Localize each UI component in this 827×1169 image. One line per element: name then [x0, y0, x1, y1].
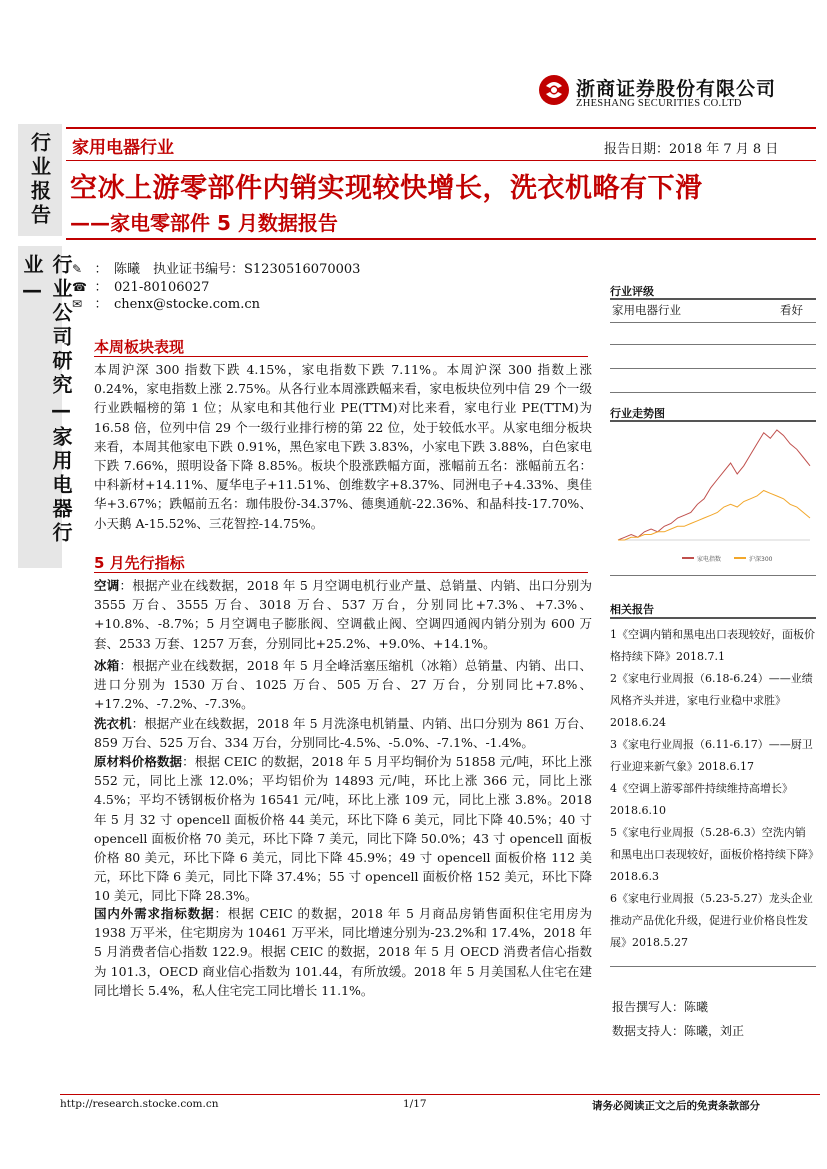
related-report-item[interactable]: 5《家电行业周报（5.28-6.3）空洗内销和黑电出口表现较好，面板价格持续下降》2018.6.3: [610, 826, 814, 883]
company-name-cn: 浙商证券股份有限公司: [576, 78, 777, 100]
company-name-en: ZHESHANG SECURITIES CO.LTD: [576, 98, 742, 109]
category-label: 行业公司研究—家用电器行业—: [20, 254, 73, 546]
company-logo-icon: [538, 74, 570, 106]
email-address[interactable]: chenx@stocke.com.cn: [114, 297, 260, 312]
report-date: 报告日期：2018 年 7 月 8 日: [604, 142, 779, 157]
related-report-item[interactable]: 4《空调上游零部件持续维持高增长》2018.6.10: [610, 782, 793, 817]
mail-icon: ✉: [72, 297, 83, 311]
footer-rule: [60, 1094, 820, 1095]
fridge-text: ：根据产业在线数据，2018 年 5 月全峰活塞压缩机（冰箱）总销量、内销、出口、进口分别为 1530 万台、1025 万台、505 万台、27 万台，分别同比+7.8%、+17.2%、-7.2%、-7.3%。: [94, 658, 592, 712]
report-writer: 报告撰写人：陈曦: [612, 1000, 709, 1014]
related-report-item[interactable]: 2《家电行业周报（6.18-6.24）——业绩风格齐头并进，家电行业稳中求胜》2018.6.24: [610, 672, 813, 729]
washer-paragraph: [94, 714, 592, 752]
legend-label: 家电指数: [697, 556, 722, 563]
washer-text: ：根据产业在线数据，2018 年 5 月洗涤电机销量、内销、出口分别为 861 万台、859 万台、525 万台、334 万台，分别同比-4.5%、-5.0%、-7.1%、-1.4%。: [94, 716, 592, 751]
phone-line: ☎ ： 021-80106027: [72, 280, 210, 295]
title-rule: [66, 238, 816, 240]
related-report-item[interactable]: 6《家电行业周报（5.23-5.27）龙头企业推动产品优化升级，促进行业价格良性发展》2018.5.27: [610, 892, 813, 949]
trend-bottom-rule: [610, 575, 816, 576]
weekly-section-rule: [94, 356, 588, 357]
rating-title: 行业评级: [610, 285, 654, 298]
series-line-1: [618, 430, 810, 540]
industry-label: 家用电器行业: [72, 138, 174, 158]
related-report-item[interactable]: 1《空调内销和黑电出口表现较好，面板价格持续下降》2018.7.1: [610, 628, 815, 663]
page-number: 1/17: [403, 1098, 427, 1110]
rating-rule-3: [610, 368, 816, 369]
analyst-line: ✎ ： 陈曦 执业证书编号：S1230516070003: [72, 262, 361, 277]
fridge-paragraph: [94, 656, 592, 714]
pen-icon: ✎: [72, 262, 83, 276]
disclaimer-note: 请务必阅读正文之后的免责条款部分: [592, 1100, 760, 1112]
raw-material-paragraph: [94, 752, 592, 906]
leading-section-rule: [94, 572, 588, 573]
raw-material-text: ：根据 CEIC 的数据，2018 年 5 月平均铜价为 51858 元/吨，环比上涨 552 元，同比上涨 12.0%；平均铝价为 14893 元/吨，环比上涨 366 元，同比上涨 4.5%；平均不锈钢板价格为 16541 元/吨，环比上涨 109 元，同比上涨 3.8%。2018 年 5 月 32 寸 opencell 面板价格 44 美元，环比下降 6 美元，同比下降 40.5%；40 寸 opencell 面板价格 70 美元，环比下降 7 美元，同比下降 50.0%；43 寸 opencell 面板价格 80 美元，环比下降 6 美元，同比下降 45.9%；49 寸 opencell 面板价格 112 美元，环比下降 6 美元，同比下降 37.4%；55 寸 opencell 面板价格 152 美元，环比下降 10 美元，同比下降 28.3%。: [94, 754, 592, 904]
demand-text: ：根据 CEIC 的数据，2018 年 5 月商品房销售面积住宅用房为 1938 万平米，住宅期房为 10461 万平米，同比增速分别为-23.2%和 17.4%，2018 年 5 月消费者信心指数 122.9。根据 CEIC 的数据，2018 年 5 月 OECD 消费者信心指数为 101.3，OECD 商业信心指数为 101.44，有所放缓。2018 年 5 月美国私人住宅在建同比增长 5.4%，私人住宅完工同比增长 11.1%。: [94, 906, 592, 998]
analyst-info: 陈曦 执业证书编号：S1230516070003: [114, 262, 361, 277]
report-subtitle: ——家电零部件 5 月数据报告: [70, 211, 338, 235]
ac-paragraph: [94, 576, 592, 653]
phone-icon: ☎: [72, 280, 87, 294]
related-report-item[interactable]: 3《家电行业周报（6.11-6.17）——厨卫行业迎来新气象》2018.6.17: [610, 738, 813, 773]
report-type-tab: [18, 124, 62, 236]
series-line-2: [618, 491, 810, 541]
reports-bottom-rule: [610, 966, 816, 967]
rating-rule-2: [610, 344, 816, 345]
related-reports-list: [610, 624, 816, 954]
data-supporter: 数据支持人：陈曦，刘正: [612, 1024, 745, 1038]
leading-section-title: 5 月先行指标: [94, 554, 185, 572]
rating-industry: 家用电器行业: [612, 303, 681, 317]
header-divider: [66, 160, 816, 161]
email-line: ✉ ： chenx@stocke.com.cn: [72, 297, 260, 312]
header-rule: [66, 127, 816, 129]
rating-rule-1: [610, 322, 816, 323]
demand-label: 国内外需求指标数据: [94, 906, 215, 921]
fridge-label: 冰箱: [94, 658, 120, 673]
report-type-label: 行业报告: [27, 132, 52, 228]
ac-label: 空调: [94, 578, 120, 593]
related-title: 相关报告: [610, 603, 654, 616]
raw-material-label: 原材料价格数据: [94, 754, 183, 769]
legend-label: 沪深300: [749, 556, 773, 563]
trend-top-rule: [610, 420, 816, 422]
demand-paragraph: [94, 904, 592, 1000]
report-title: 空冰上游零部件内销实现较快增长，洗衣机略有下滑: [70, 173, 703, 204]
weekly-section-title: 本周板块表现: [94, 338, 185, 356]
ac-text: ：根据产业在线数据，2018 年 5 月空调电机行业产量、总销量、内销、出口分别为 3555 万台、3555 万台、3018 万台、537 万台，分别同比+7.3%、+7.3%、+10.8%、-8.7%；5 月空调电子膨胀阀、空调截止阀、空调四通阀内销分别为 600 万套、2533 万套、1257 万套，分别同比+25.2%、+9.0%、+14.1%。: [94, 578, 592, 651]
rating-rule-4: [610, 392, 816, 393]
trend-chart: [612, 424, 816, 570]
rating-top-rule: [610, 298, 816, 300]
footer-url[interactable]: http://research.stocke.com.cn: [60, 1098, 219, 1110]
category-tab: [18, 246, 73, 568]
weekly-paragraph: 本周沪深 300 指数下跌 4.15%，家电指数下跌 7.11%。本周沪深 300 指数上涨 0.24%，家电指数上涨 2.75%。从各行业本周涨跌幅来看，家电板块位列中信 29 个一级行业跌幅榜的第 1 位；从家电和其他行业 PE(TTM)对比来看，家电行业 PE(TTM)为 16.58 倍，位列中信 29 个一级行业排行榜的第 22 位，处于较低水平。从家电细分板块来看，本周其他家电下跌 0.91%，黑色家电下跌 3.83%，小家电下跌 3.88%，白色家电下跌 7.66%，照明设备下降 8.85%。板块个股涨跌幅方面，涨幅前五名：涨幅前五名：中科新材+14.11%、厦华电子+11.51%、创维数字+8.37%、同洲电子+4.33%、奥佳华+3.67%；跌幅前五名：珈伟股份-34.37%、德奥通航-22.36%、和晶科技-17.70%、小天鹅 A-15.52%、三花智控-14.75%。: [94, 362, 592, 531]
phone-number: 021-80106027: [114, 280, 210, 295]
trend-title: 行业走势图: [610, 407, 665, 420]
related-top-rule: [610, 617, 816, 619]
rating-value: 看好: [780, 303, 803, 317]
washer-label: 洗衣机: [94, 716, 132, 731]
